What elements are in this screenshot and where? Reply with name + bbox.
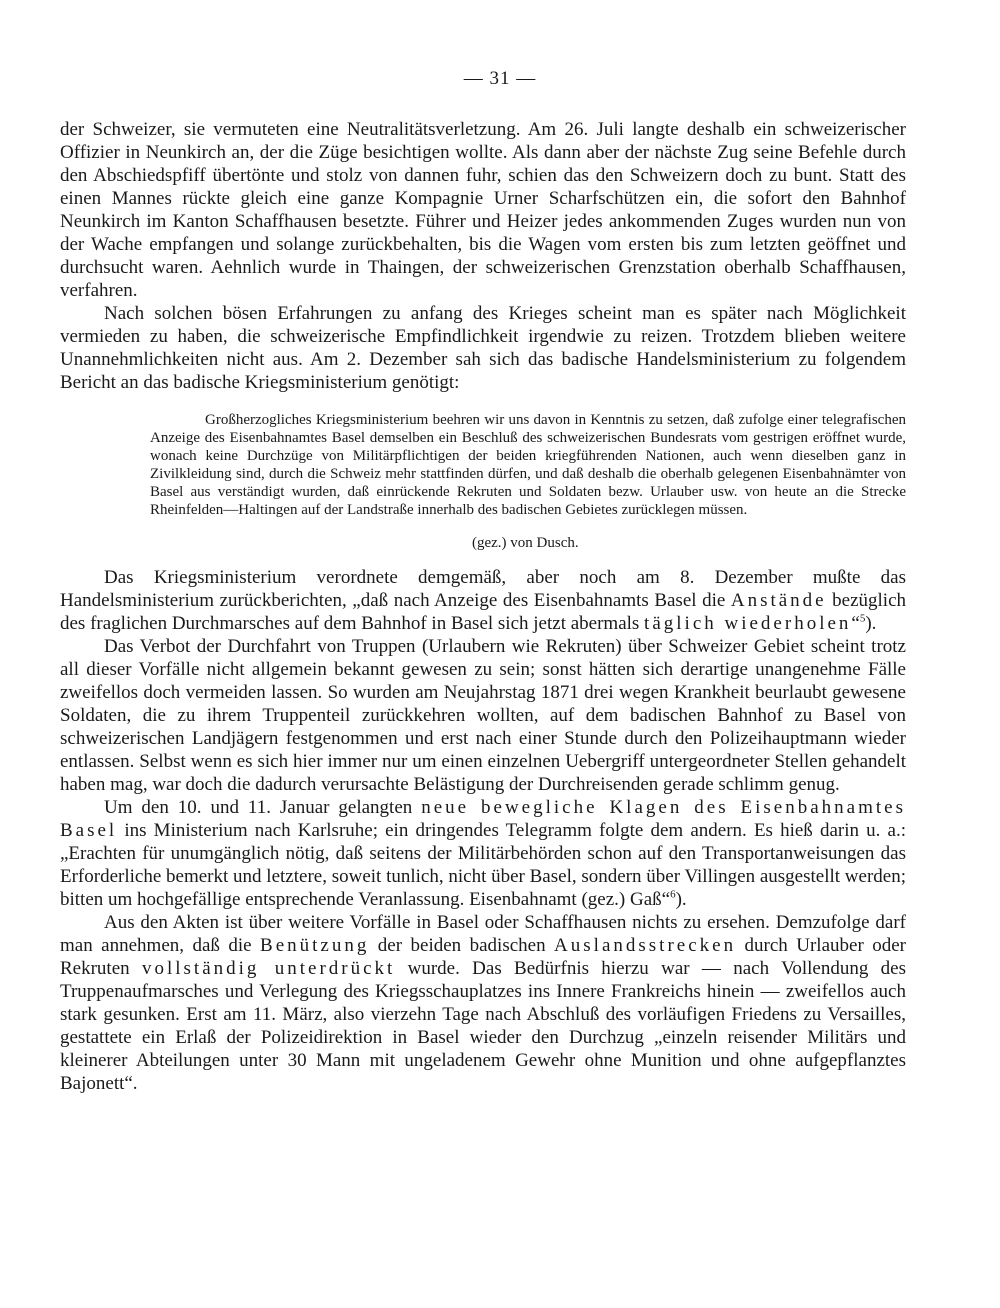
footnote-marker: 6 — [670, 888, 676, 901]
footnote-marker: 5 — [859, 612, 866, 625]
spaced-emphasis: Auslandsstrecken — [554, 935, 737, 956]
text-run: wurde. Das Bedürfnis hierzu war — nach Vollendung des Truppenaufmarsches und Verlegung des Kriegsschauplatzes ins Innere Frankreichs hinein — zweifellos auch stark gesunken. Erst am 11. März, also vierzehn Tage nach Abschluß des vorläufigen Friedens zu Versailles, gestattete ein Erlaß der Polizeidirektion in Basel wieder den Durchzug „einzeln reisender Militärs und kleinerer Abteilungen unter 30 Mann mit ungeladenem Gewehr ohne Munition und ohne aufgepflanztes Bajonett“. — [60, 958, 906, 1094]
paragraph: Das Verbot der Durchfahrt von Truppen (Urlaubern wie Rekruten) über Schweizer Gebiet scheint trotz all dieser Vorfälle nicht allgemein bekannt gewesen zu sein; sonst hätten sich derartige unangenehme Fälle zweifellos doch vermeiden lassen. So wurden am Neujahrstag 1871 drei wegen Krankheit beurlaubt gewesene Soldaten, die zu ihrem Truppenteil zurückkehren wollten, auf dem badischen Bahnhof zu Basel von schweizerischen Landjägern festgenommen und erst nach einer Stunde durch den Polizeihauptmann wieder entlassen. Selbst wenn es sich hier immer nur um einen einzelnen Uebergriff untergeordneter Stellen gehandelt haben mag, war doch die dadurch verursachte Belästigung der Durchreisenden gerade schlimm genug. — [60, 636, 906, 795]
text-run: ). — [675, 889, 687, 910]
paragraph: der Schweizer, sie vermuteten eine Neutralitätsverletzung. Am 26. Juli langte deshalb ein schweizerischer Offizier in Neunkirch an, der die Züge besichtigen wollte. Als dann aber der nächste Zug seine Befehle durch den Abschiedspfiff übertönte und stolz von dannen fuhr, schien das den Schweizern doch zu bunt. Statt des einen Mannes rückte gleich eine ganze Kompagnie Urner Scharfschützen ein, die sofort den Bahnhof Neunkirch im Kanton Schaffhausen besetzte. Führer und Heizer jedes ankommenden Zuges wurden nun von der Wache empfangen und solange zurückbehalten, bis die Wagen vom ersten bis zum letzten geöffnet und durchsucht waren. Aehnlich wurde in Thaingen, der schweizerischen Grenzstation oberhalb Schaffhausen, verfahren. — [60, 119, 906, 301]
body-text-upper — [60, 118, 906, 394]
spaced-emphasis: neue bewegliche Klagen des Eisenbahnamtes Basel — [60, 797, 906, 841]
quote-signature: (gez.) von Dusch. — [472, 535, 579, 551]
paragraph — [60, 911, 906, 1095]
text-run: ). — [865, 613, 877, 634]
text-run: Um den 10. und 11. Januar gelangten — [104, 797, 422, 818]
paragraph — [60, 796, 906, 911]
spaced-emphasis: täglich wiederholen — [644, 613, 852, 634]
body-text-lower — [60, 566, 906, 1095]
page-number: — 31 — — [463, 68, 537, 89]
text-run: ins Ministerium nach Karlsruhe; ein dringendes Telegramm folgte dem andern. Es hieß darin u. a.: „Erachten für unumgänglich nötig, daß seitens der Militärbehörden schon auf den Transportanweisungen das Erforderliche bemerkt und letztere, soweit tunlich, nicht über Basel, sondern über Villingen ausgestellt werden; bitten um hochgefällige entsprechende Veranlassung. Eisenbahnamt (gez.) Gaß“ — [60, 820, 906, 910]
text-run: bezüglich des fraglichen Durchmarsches auf dem Bahnhof in Basel sich jetzt abermals — [60, 590, 907, 634]
paragraph: Nach solchen bösen Erfahrungen zu anfang des Krieges scheint man es später nach Möglichkeit vermieden zu haben, die schweizerische Empfindlichkeit irgendwie zu reizen. Trotzdem blieben weitere Unannehmlichkeiten nicht aus. Am 2. Dezember sah sich das badische Handelsministerium zu folgendem Bericht an das badische Kriegsministerium genötigt: — [60, 303, 906, 393]
text-run: “ — [851, 613, 860, 634]
block-quote — [150, 411, 906, 567]
text-run: Das Kriegsministerium verordnete demgemäß, aber noch am 8. Dezember mußte das Handelsministerium zurückberichten, „daß nach Anzeige des Eisenbahnamts Basel die — [60, 567, 906, 611]
text-run: durch Urlauber oder Rekruten — [60, 935, 906, 979]
spaced-emphasis: Benützung — [260, 935, 370, 956]
text-run: der beiden badischen — [369, 935, 555, 956]
spaced-emphasis: vollständig unterdrückt — [141, 958, 396, 979]
spaced-emphasis: Anstände — [730, 590, 827, 611]
text-run: Aus den Akten ist über weitere Vorfälle in Basel oder Schaffhausen nichts zu ersehen. Demzufolge darf man annehmen, daß die — [60, 912, 906, 956]
paragraph — [60, 566, 906, 635]
quote-text: Großherzogliches Kriegsministerium beehren wir uns davon in Kenntnis zu setzen, daß zufolge einer telegrafischen Anzeige des Eisenbahnamtes Basel demselben ein Beschluß des schweizerischen Bundesrats vom gestrigen eröffnet wurde, wonach keine Durchzüge von Militärpflichtigen der beiden kriegführenden Nationen, auch wenn dieselben ganz in Zivilkleidung sind, durch die Schweiz mehr stattfinden dürfen, und daß deshalb die oberhalb gelegenen Eisenbahnämter von Basel aus verständigt wurden, daß einrückende Rekruten und Soldaten bezw. Urlauber usw. von heute an die Strecke Rheinfelden—Haltingen auf der Landstraße innerhalb des badischen Gebietes zurücklegen müssen. — [150, 412, 906, 518]
